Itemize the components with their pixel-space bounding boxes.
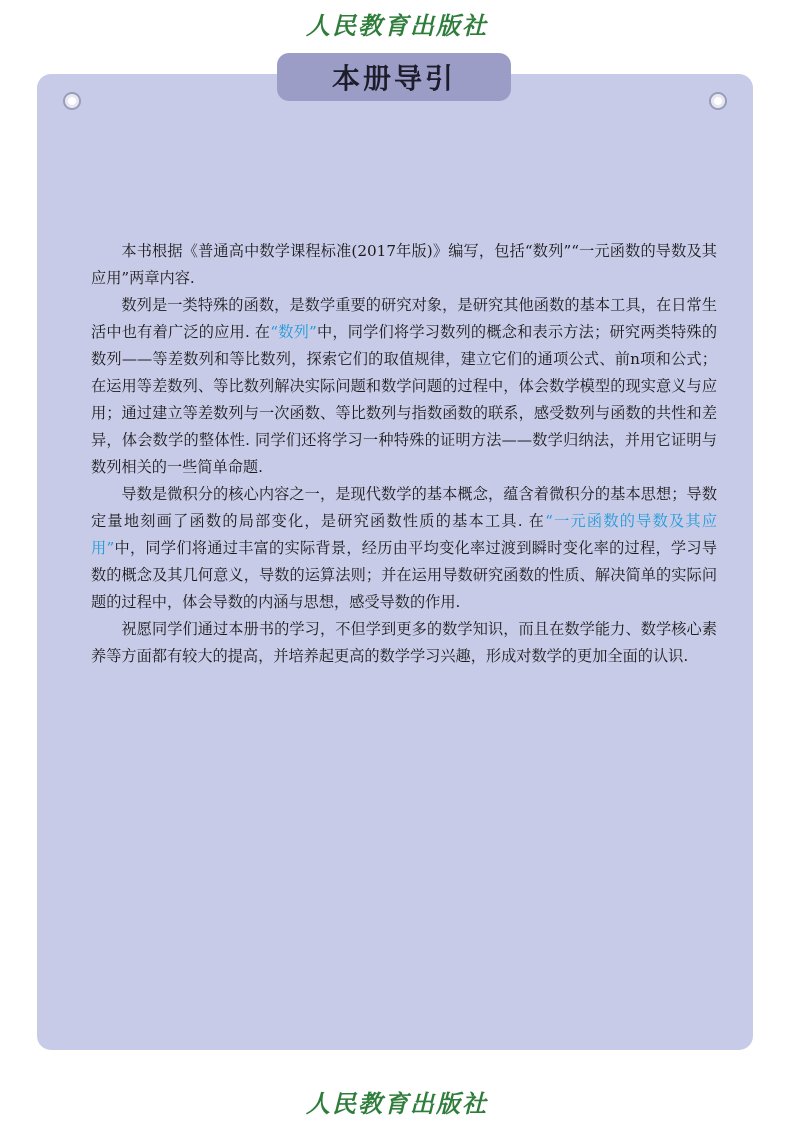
paragraph-text: 祝愿同学们通过本册书的学习，不但学到更多的数学知识，而且在数学能力、数学核心素养等方面都有较大的提高，并培养起更高的数学学习兴趣，形成对数学的更加全面的认识. bbox=[91, 620, 717, 665]
publisher-logo-top: 人民教育出版社 bbox=[306, 11, 488, 40]
guide-content bbox=[91, 238, 717, 670]
paragraph-2 bbox=[91, 292, 717, 481]
paragraph-text: 中，同学们将学习数列的概念和表示方法；研究两类特殊的数列——等差数列和等比数列，探索它们的取值规律，建立它们的通项公式、前n项和公式；在运用等差数列、等比数列解决实际问题和数学问题的过程中，体会数学模型的现实意义与应用；通过建立等差数列与一次函数、等比数列与指数函数的联系，感受数列与函数的共性和差异，体会数学的整体性. 同学们还将学习一种特殊的证明方法——数学归纳法，并用它证明与数列相关的一些简单命题. bbox=[91, 323, 718, 476]
paragraph-text: 数列是一类特殊的函数，是数学重要的研究对象，是研究其他函数的基本工具，在日常生活中也有着广泛的应用. 在 bbox=[91, 296, 717, 341]
page-title: 本册导引 bbox=[277, 53, 511, 101]
paragraph-text: 本书根据《普通高中数学课程标准(2017年版)》编写，包括“数列”“一元函数的导数及其应用”两章内容. bbox=[91, 242, 717, 287]
binder-hole-left bbox=[63, 92, 81, 110]
paragraph-1 bbox=[91, 238, 717, 292]
paragraph-3 bbox=[91, 481, 717, 616]
binder-hole-right bbox=[709, 92, 727, 110]
paragraph-text: 导数是微积分的核心内容之一，是现代数学的基本概念，蕴含着微积分的基本思想；导数定量地刻画了函数的局部变化，是研究函数性质的基本工具. 在 bbox=[91, 485, 717, 530]
publisher-logo-bottom: 人民教育出版社 bbox=[306, 1089, 488, 1118]
paragraph-4 bbox=[91, 616, 717, 670]
paragraph-text: 中，同学们将通过丰富的实际背景，经历由平均变化率过渡到瞬时变化率的过程，学习导数的概念及其几何意义，导数的运算法则；并在运用导数研究函数的性质、解决简单的实际问题的过程中，体会导数的内涵与思想，感受导数的作用. bbox=[91, 539, 718, 611]
chapter-reference-derivatives: “一元函数的导数及其应用” bbox=[91, 512, 718, 557]
chapter-reference-sequences: “数列” bbox=[270, 323, 317, 341]
